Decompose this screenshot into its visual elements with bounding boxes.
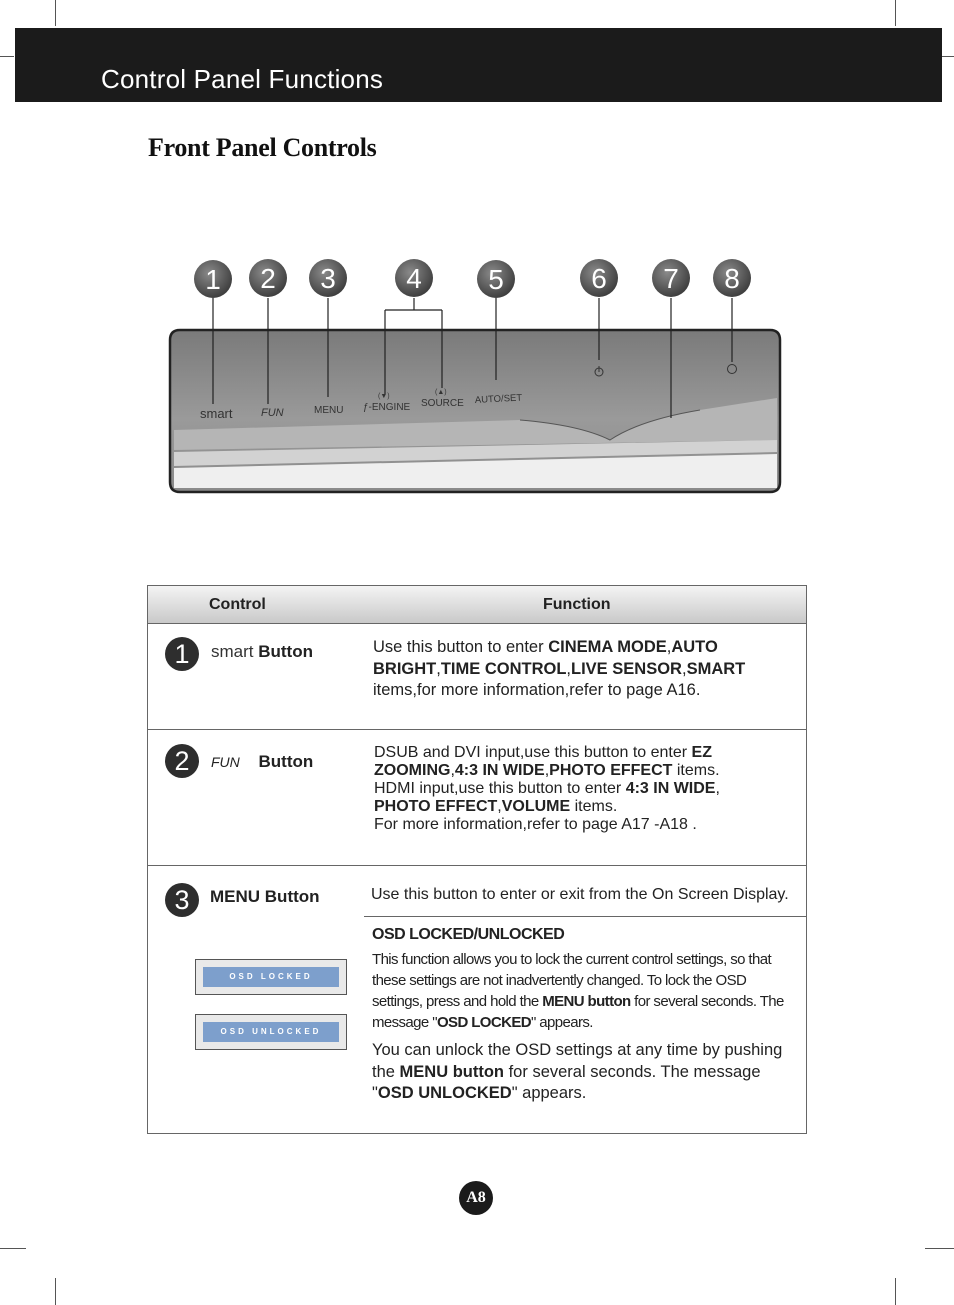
table-header <box>148 586 806 624</box>
smart-button-label <box>211 642 313 662</box>
crop-mark <box>895 0 896 26</box>
panel-number-3: 3 <box>320 263 336 294</box>
panel-label-autoset: AUTO/SET <box>474 392 523 406</box>
osd-unlocked-text: OSD UNLOCKED <box>203 1022 339 1042</box>
crop-mark <box>55 1278 56 1305</box>
button-word: Button <box>258 642 313 661</box>
panel-label-menu: MENU <box>314 405 344 416</box>
panel-number-1: 1 <box>205 264 221 295</box>
panel-label-source-arrow: (▲) <box>435 389 447 396</box>
row-number-1: 1 <box>165 637 199 671</box>
panel-label-fengine-arrow: (▼) <box>378 393 390 400</box>
panel-number-7: 7 <box>663 263 679 294</box>
panel-number-2: 2 <box>260 263 276 294</box>
osd-lock-description: This function allows you to lock the current control settings, so that these settings are not inadvertently changed. To lock the OSD settings, press and hold the MENU button for several seconds. The message "OSD LOCKED" appears. <box>372 951 784 1031</box>
panel-label-source: SOURCE <box>421 398 464 409</box>
row-divider <box>364 916 806 917</box>
panel-number-8: 8 <box>724 263 740 294</box>
osd-locked-message <box>195 959 347 995</box>
column-header-control: Control <box>209 596 266 613</box>
menu-button-function: Use this button to enter or exit from the On Screen Display. <box>371 886 789 903</box>
panel-label-smart: smart <box>200 406 233 421</box>
panel-label-fengine: ƒ-ENGINE <box>363 402 411 413</box>
row-number-3: 3 <box>165 883 199 917</box>
page-number: A8 <box>459 1181 493 1215</box>
section-title: Front Panel Controls <box>148 133 377 162</box>
fun-button-function: DSUB and DVI input,use this button to enter EZ ZOOMING,4:3 IN WIDE,PHOTO EFFECT items. HDMI input,use this button to enter 4:3 IN WIDE, PHOTO EFFECT,VOLUME items. For more information,refer to page A17 -A18 . <box>374 744 720 833</box>
column-header-function: Function <box>543 596 611 613</box>
panel-number-6: 6 <box>591 263 607 294</box>
menu-button-label: MENU Button <box>210 887 320 906</box>
button-word: Button <box>258 752 314 771</box>
osd-unlocked-message <box>195 1014 347 1050</box>
crop-mark <box>0 56 14 57</box>
panel-number-4: 4 <box>406 263 422 294</box>
row-divider <box>148 729 806 730</box>
smart-button-function: Use this button to enter CINEMA MODE,AUTO BRIGHT,TIME CONTROL,LIVE SENSOR,SMART items,for more information,refer to page A16. <box>373 638 746 699</box>
fun-logo: FUN <box>211 754 240 770</box>
osd-locked-text: OSD LOCKED <box>203 967 339 987</box>
osd-lock-title: OSD LOCKED/UNLOCKED <box>372 926 565 943</box>
crop-mark <box>55 0 56 26</box>
crop-mark <box>895 1278 896 1305</box>
controls-table <box>147 585 807 1134</box>
front-panel-diagram <box>0 240 954 510</box>
osd-unlock-description: You can unlock the OSD settings at any time by pushing the MENU button for several seconds. The message "OSD UNLOCKED" appears. <box>372 1041 783 1102</box>
panel-label-fun: FUN <box>261 407 284 419</box>
smart-logo: smart <box>211 642 254 661</box>
crop-mark <box>0 1248 26 1249</box>
row-number-2: 2 <box>165 744 199 778</box>
fun-button-label <box>211 752 313 772</box>
row-divider <box>148 865 806 866</box>
panel-number-5: 5 <box>488 264 504 295</box>
crop-mark <box>925 1248 954 1249</box>
crop-mark <box>942 56 954 57</box>
page-title: Control Panel Functions <box>101 64 384 94</box>
